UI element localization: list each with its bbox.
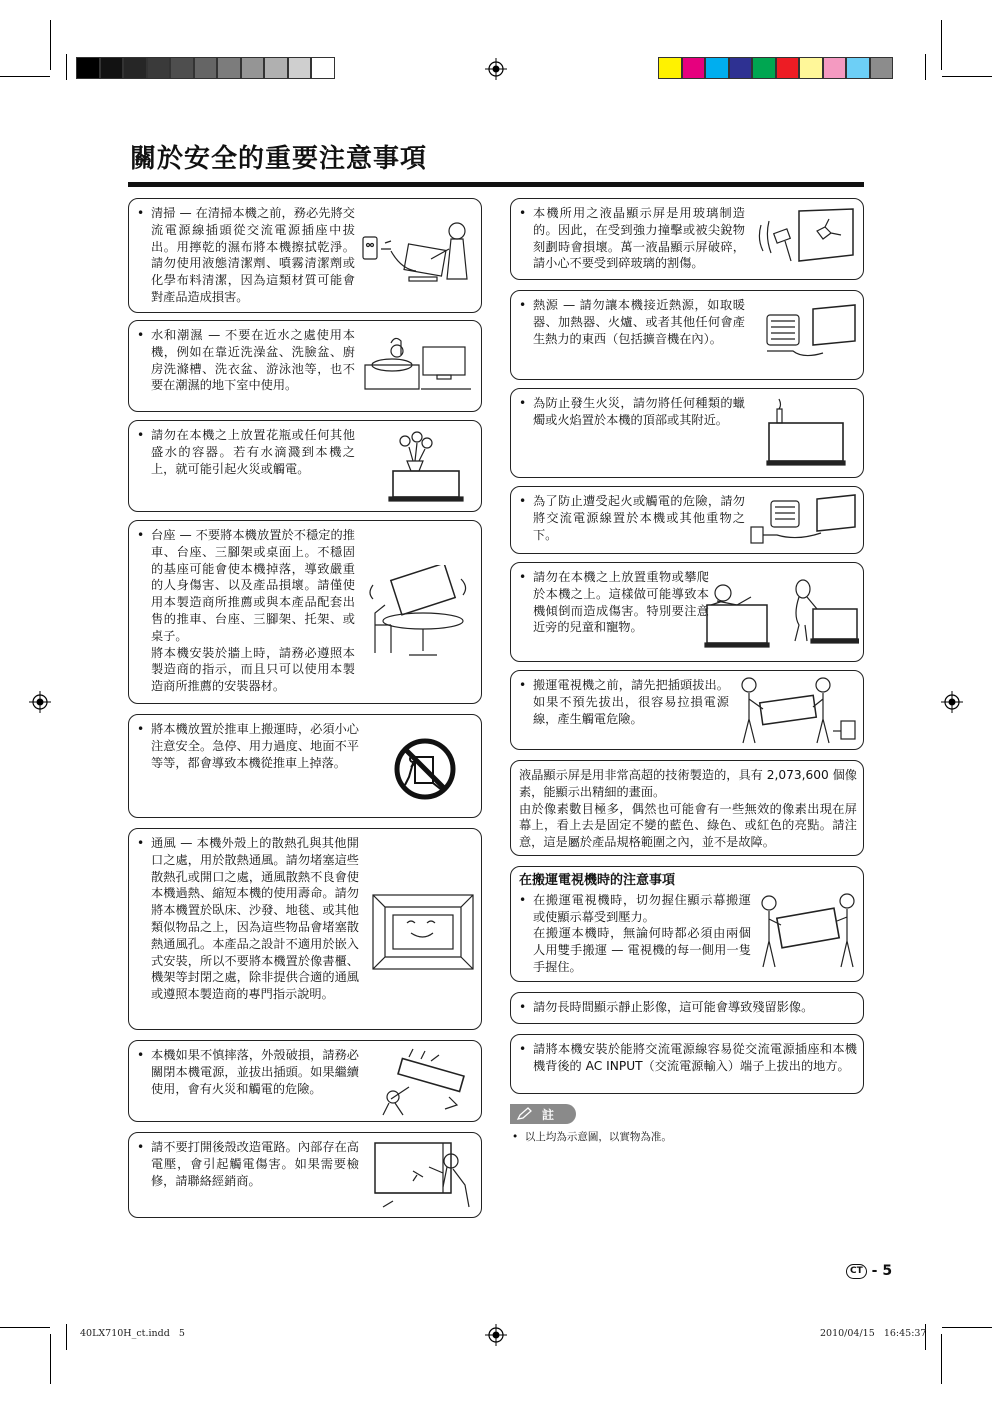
crop-mark-tl-v [50, 20, 51, 70]
broken-tv-illustration-icon [379, 1047, 475, 1117]
registration-mark-top-icon [485, 58, 507, 80]
safety-text: 請勿在本機之上放置重物或攀爬於本機之上。這樣做可能導致本機傾倒而造成傷害。特別要注意近旁的兒童和寵物。 [533, 570, 709, 635]
cleaning-illustration-icon [361, 219, 473, 295]
carrying-text-2: 在搬運本機時，無論何時都必須由兩個人用雙手搬運 — 電視機的每一側用一隻手握住。 [533, 926, 751, 974]
grayscale-swatch [100, 57, 124, 79]
carrying-text: 在搬運電視機時，切勿握住顯示幕搬運或使顯示幕受到壓力。 [533, 892, 751, 924]
heater-illustration-icon [763, 301, 859, 367]
safety-text: 清掃 — 在清掃本機之前，務必先將交流電源線插頭從交流電源插座中拔出。用擰乾的濕布將本機擦拭乾淨。請勿使用液態清潔劑、噴霧清潔劑或化學布料清潔，因為這類材質可能會對產品造成損害。 [151, 206, 355, 304]
safety-text: 將本機放置於推車上搬運時，必須小心注意安全。急停、用力過度、地面不平等等，都會導致本機從推車上掉落。 [151, 722, 359, 770]
crop-mark-tr-v [941, 20, 942, 70]
enclosed-tv-illustration-icon [371, 893, 475, 971]
language-badge: CT [846, 1264, 867, 1279]
safety-text: 本機所用之液晶顯示屏是用玻璃制造的。因此，在受到強力撞擊或被尖銳物刻劃時會損壞。萬一液晶顯示屏破碎，請小心不要受到碎玻璃的割傷。 [533, 206, 745, 271]
color-swatch [823, 57, 847, 79]
crop-mark-r-inner [925, 54, 926, 80]
note-item: • 以上均為示意圖，以實物為准。 [512, 1131, 672, 1143]
crop-mark-br-h [942, 1327, 992, 1328]
safety-box-dropped: • 本機如果不慎摔落，外殼破損，請務必關閉本機電源，並拔出插頭。如果繼續使用，會有火災和觸電的危險。 [128, 1040, 482, 1122]
safety-box-climbing: • 請勿在本機之上放置重物或攀爬於本機之上。這樣做可能導致本機傾倒而造成傷害。特別要注意近旁的兒童和寵物。 [510, 562, 864, 662]
color-swatch [705, 57, 729, 79]
footer-timestamp: 2010/04/15 16:45:37 [820, 1328, 927, 1339]
safety-box-vase: • 請勿在本機之上放置花瓶或任何其他盛水的容器。若有水滴濺到本機之上，就可能引起火災或觸電。 [128, 420, 482, 512]
safety-box-ventilation: • 通風 — 本機外殼上的散熱孔與其他開口之處，用於散熱通風。請勿堵塞這些散熱孔或開口之處，通風散熱不良會使本機過熱、縮短本機的使用壽命。請勿將本機置於臥床、沙發、地毯、或其他類似物品之上，因為這些物品會堵塞散熱通風孔。本產品之設計不適用於嵌入式安裝，所以不要將本機置於像書櫃、機架等封閉之處，除非提供合適的通風或遵照本製造商的專門指示說明。 [128, 828, 482, 1030]
page-number [846, 1263, 892, 1279]
page-number-separator: - [871, 1263, 878, 1279]
safety-text-2: 將本機安裝於牆上時，請務必遵照本製造商的指示，而且只可以使用本製造商所推薦的安裝器材。 [151, 645, 355, 694]
two-people-carrying-tv-illustration-icon [757, 891, 859, 971]
vase-on-tv-illustration-icon [387, 431, 471, 507]
safety-text: 水和潮濕 — 不要在近水之處使用本機，例如在靠近洗澡盆、洗臉盆、廚房洗滌槽、洗衣盆、游泳池等，也不要在潮濕的地下室中使用。 [151, 328, 355, 393]
cart-warning-icon [393, 737, 457, 801]
color-swatch [776, 57, 800, 79]
color-swatch [752, 57, 776, 79]
safety-text: 請勿長時間顯示靜止影像，這可能會導致殘留影像。 [533, 1000, 814, 1014]
grayscale-swatch [264, 57, 288, 79]
crop-mark-tr-h [942, 76, 992, 77]
safety-box-glass: • 本機所用之液晶顯示屏是用玻璃制造的。因此，在受到強力撞擊或被尖銳物刻劃時會損壞。萬一液晶顯示屏破碎，請小心不要受到碎玻璃的割傷。 [510, 198, 864, 280]
safety-text: 為了防止遭受起火或觸電的危險，請勿將交流電源線置於本機或其他重物之下。 [533, 494, 745, 542]
safety-text: 為防止發生火災，請勿將任何種類的蠟燭或火焰置於本機的頂部或其附近。 [533, 396, 745, 427]
color-swatch [682, 57, 706, 79]
crop-mark-tl-h [0, 76, 50, 77]
registration-mark-bottom-icon [485, 1324, 507, 1346]
safety-text: 本機如果不慎摔落，外殼破損，請務必關閉本機電源，並拔出插頭。如果繼續使用，會有火災和觸電的危險。 [151, 1048, 359, 1096]
grayscale-swatch [217, 57, 241, 79]
note-label: 註 [542, 1108, 555, 1122]
lcd-pixel-text-2: 由於像素數目極多，偶然也可能會有一些無效的像素出現在屏幕上，看上去是固定不變的藍色、綠色、或紅色的亮點。請注意，這是屬於產品規格範圍之內，並不是故障。 [519, 801, 857, 850]
crop-mark-bl-v [50, 1334, 51, 1384]
crop-mark-bl-h [0, 1327, 50, 1328]
safety-box-heat: • 熱源 — 請勿讓本機接近熱源，如取暖器、加熱器、火爐、或者其他任何會產生熱力的東西（包括擴音機在內）。 [510, 290, 864, 380]
two-people-unplug-illustration-icon [733, 675, 859, 747]
color-swatch [870, 57, 894, 79]
lcd-pixel-text: 液晶顯示屏是用非常高超的技術製造的，具有 2,073,600 個像素，能顯示出精細的畫面。 [519, 768, 857, 799]
safety-box-back-cover: • 請不要打開後殼改造電路。內部存在高電壓，會引起觸電傷害。如果需要檢修，請聯絡經銷商。 [128, 1132, 482, 1218]
registration-mark-left-icon [29, 691, 51, 713]
safety-text: 請不要打開後殼改造電路。內部存在高電壓，會引起觸電傷害。如果需要檢修，請聯絡經銷商。 [151, 1140, 359, 1188]
registration-mark-right-icon [941, 691, 963, 713]
safety-text: 台座 — 不要將本機放置於不穩定的推車、台座、三腳架或桌面上。不穩固的基座可能會使本機掉落，導致嚴重的人身傷害、以及產品損壞。請僅使用本製造商所推薦或與本產品配套出售的推車、台座、三腳架、托架、或桌子。 [151, 528, 355, 643]
water-sink-illustration-icon [361, 331, 473, 395]
safety-box-stand: • 台座 — 不要將本機放置於不穩定的推車、台座、三腳架或桌面上。不穩固的基座可能會使本機掉落，導致嚴重的人身傷害、以及產品損壞。請僅使用本製造商所推薦或與本產品配套出售的推車、台座、三腳架、托架、或桌子。 將本機安裝於牆上時，請務必遵照本製造商的指示，而且只可以使用本製造商所推薦的安裝器材。 [128, 520, 482, 704]
safety-text: 請勿在本機之上放置花瓶或任何其他盛水的容器。若有水滴濺到本機之上，就可能引起火災或觸電。 [151, 428, 355, 476]
safety-text: 搬運電視機之前，請先把插頭拔出。如果不預先拔出，很容易拉損電源線，產生觸電危險。 [533, 678, 729, 726]
grayscale-swatch [123, 57, 147, 79]
carrying-heading: 在搬運電視機時的注意事項 [519, 873, 676, 888]
safety-box-still-image: • 請勿長時間顯示靜止影像，這可能會導致殘留影像。 [510, 992, 864, 1024]
safety-box-cleaning: • 清掃 — 在清掃本機之前，務必先將交流電源線插頭從交流電源插座中拔出。用擰乾的濕布將本機擦拭乾淨。請勿使用液態清潔劑、噴霧清潔劑或化學布料清潔，因為這類材質可能會對產品造成損害。 [128, 198, 482, 313]
footer-filename: 40LX710H_ct.indd 5 [80, 1328, 185, 1339]
note-text: 以上均為示意圖，以實物為准。 [524, 1131, 672, 1143]
safety-text: 請將本機安裝於能將交流電源線容易從交流電源插座和本機機背後的 AC INPUT（交流電源輸入）端子上拔出的地方。 [533, 1042, 857, 1073]
carrying-precautions-box: 在搬運電視機時的注意事項 • 在搬運電視機時，切勿握住顯示幕搬運或使顯示幕受到壓力。 在搬運本機時，無論何時都必須由兩個人用雙手搬運 — 電視機的每一側用一隻手握住。 [510, 866, 864, 982]
color-swatch [799, 57, 823, 79]
safety-box-water: • 水和潮濕 — 不要在近水之處使用本機，例如在靠近洗澡盆、洗臉盆、廚房洗滌槽、洗衣盆、游泳池等，也不要在潮濕的地下室中使用。 [128, 320, 482, 412]
safety-text: 通風 — 本機外殼上的散熱孔與其他開口之處，用於散熱通風。請勿堵塞這些散熱孔或開口之處，通風散熱不良會使本機過熱、縮短本機的使用壽命。請勿將本機置於臥床、沙發、地毯、或其他類似物品之上，因為這些物品會堵塞散熱通風孔。本產品之設計不適用於嵌入式安裝，所以不要將本機置於像書櫃、機架等封閉之處，除非提供合適的通風或遵照本製造商的專門指示說明。 [151, 836, 359, 1002]
candle-on-tv-illustration-icon [765, 397, 847, 469]
page-title: 關於安全的重要注意事項 [130, 144, 428, 174]
grayscale-swatch [194, 57, 218, 79]
grayscale-swatch [241, 57, 265, 79]
glass-impact-illustration-icon [755, 205, 857, 273]
grayscale-swatch [288, 57, 312, 79]
crop-mark-br-v [941, 1334, 942, 1384]
title-rule [128, 182, 864, 187]
safety-text: 熱源 — 請勿讓本機接近熱源，如取暖器、加熱器、火爐、或者其他任何會產生熱力的東西（包括擴音機在內）。 [533, 298, 745, 346]
safety-box-installation: • 請將本機安裝於能將交流電源線容易從交流電源插座和本機機背後的 AC INPUT（交流電源輸入）端子上拔出的地方。 [510, 1034, 864, 1094]
color-swatch [729, 57, 753, 79]
falling-tv-illustration-icon [365, 565, 475, 661]
safety-box-cart: • 將本機放置於推車上搬運時，必須小心注意安全。急停、用力過度、地面不平等等，都會導致本機從推車上掉落。 [128, 714, 482, 818]
lcd-pixel-info-box [510, 760, 864, 856]
grayscale-swatch [76, 57, 100, 79]
cord-under-tv-illustration-icon [747, 491, 859, 549]
crop-mark-bl-inner [66, 1324, 67, 1350]
color-swatch [846, 57, 870, 79]
grayscale-swatch [147, 57, 171, 79]
child-and-dog-illustration-icon [703, 575, 859, 653]
crop-mark-l-inner [66, 54, 67, 80]
safety-box-candle: • 為防止發生火災，請勿將任何種類的蠟燭或火焰置於本機的頂部或其附近。 [510, 388, 864, 478]
page-number-value: 5 [882, 1263, 893, 1279]
opening-back-cover-illustration-icon [373, 1137, 473, 1213]
safety-box-moving-unplug: • 搬運電視機之前，請先把插頭拔出。如果不預先拔出，很容易拉損電源線，產生觸電危險。 [510, 670, 864, 750]
safety-box-power-cord: • 為了防止遭受起火或觸電的危險，請勿將交流電源線置於本機或其他重物之下。 [510, 486, 864, 554]
color-swatch [658, 57, 682, 79]
note-tag [510, 1104, 576, 1124]
pencil-icon [516, 1107, 532, 1121]
grayscale-swatch [311, 57, 335, 79]
grayscale-swatch [170, 57, 194, 79]
